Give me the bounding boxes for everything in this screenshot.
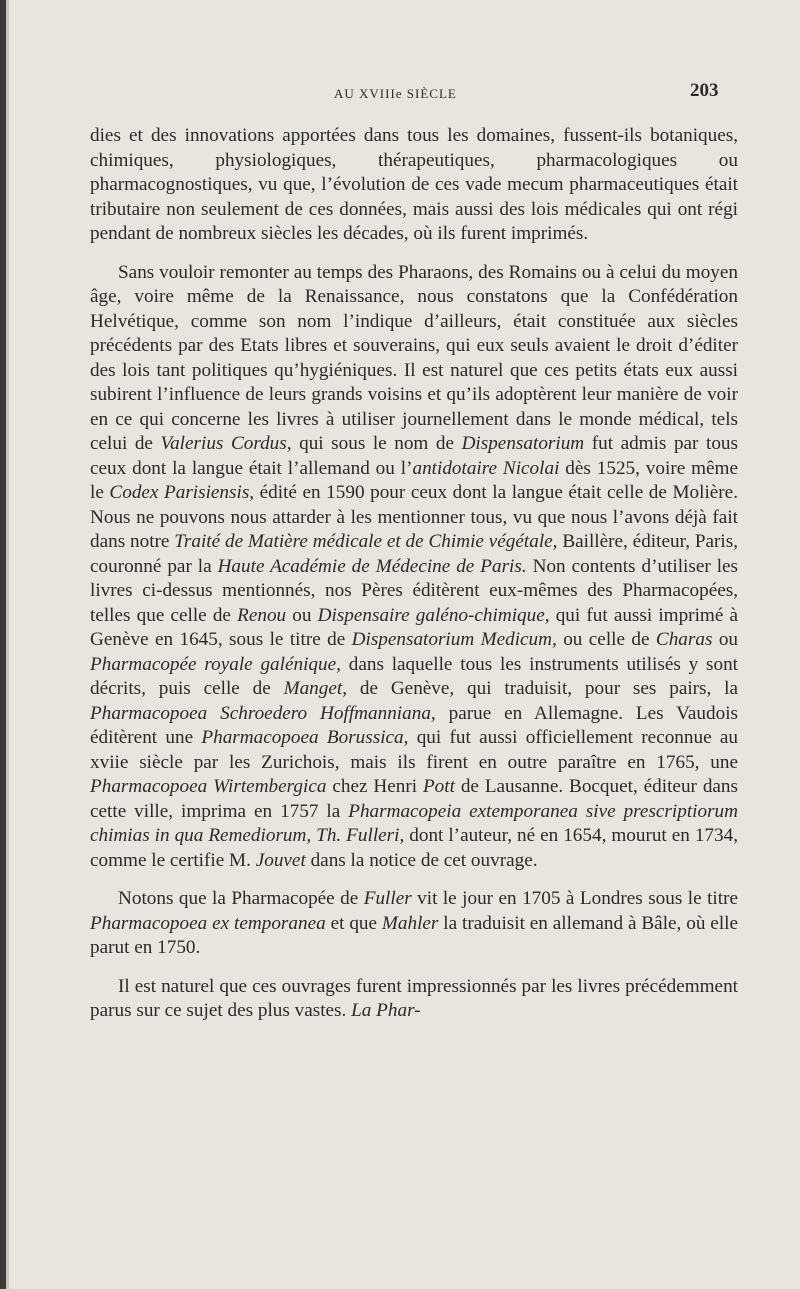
paragraph-3 [90,887,738,961]
text-run: qui fut aussi imprimé à Genève en 1645, sous le titre de [90,604,739,650]
italic-run: Pharmacopoea Wirtembergica [90,776,327,797]
text-run: fut admis par tous ceux dont la langue était l’allemand ou l’ [90,433,738,479]
paragraph-1 [90,124,738,247]
text-run: dans laquelle tous les instruments utilisés y sont décrits, puis celle de [90,653,739,699]
text-run: qui fut aussi officiellement reconnue au xviie siècle par les Zurichois, mais ils firent en outre paraître en 1765, une [90,727,738,773]
italic-run: Pharmacopeia extemporanea sive prescriptiorum chimias in qua Remediorum, Th. Fulleri, [90,800,738,846]
running-head: AU XVIIIe SIÈCLE [334,86,457,101]
italic-run: Pharmacopoea ex temporanea [90,912,326,934]
text-run: Il est naturel que ces ouvrages furent impressionnés par les livres précédemment parus sur ce sujet des plus vastes. [90,975,738,1021]
text-run: de Genève, qui traduisit, pour ses pairs, la [347,678,739,699]
italic-run: Dispensatorium [461,433,585,454]
text-run: ou [712,629,739,650]
italic-run: Manget, [283,678,348,699]
italic-run: antidotaire Nicolai [412,457,560,479]
text-run: vit le jour en 1705 à Londres sous le titre [411,888,738,909]
italic-run: Pharmacopée royale galénique, [90,653,341,675]
page-gutter [6,0,9,1289]
text-run: dont l’auteur, né en 1654, mourut en 1734, comme le certifie M. [90,825,739,871]
italic-run: Renou [237,604,287,626]
text-run: chez Henri [326,776,423,797]
text-run: parue en Allemagne. Les Vaudois éditèrent une [90,702,739,748]
text-run: ou [286,604,318,626]
italic-run: Codex Parisiensis, [109,482,255,503]
text-run: Baillère, éditeur, Paris, couronné par la [90,531,738,577]
italic-run: Pharmacopoea Schroedero Hoffmanniana, [90,702,436,724]
italic-run: Dispensatorium Medicum, [351,629,557,650]
paragraph-2 [90,261,738,874]
italic-run: Traité de Matière médicale et de Chimie végétale, [174,531,558,552]
text-run: Non contents d’utiliser les livres ci-dessus mentionnés, nos Pères éditèrent eux-mêmes des Pharmacopées, telles que celle de [90,555,739,626]
page-number: 203 [690,80,719,101]
text-run: dans la notice de cet ouvrage. [305,849,538,871]
italic-run: Dispensaire galéno-chimique, [317,604,550,626]
italic-run: Haute Académie de Médecine de Paris. [217,555,527,577]
paragraph-4 [90,975,738,1024]
body-text [90,124,738,1038]
italic-run: Charas [655,629,713,650]
italic-run: Valerius Cordus, [160,433,292,454]
text-run: dès 1525, voire même le [90,457,738,503]
italic-run: Pott [422,776,455,797]
text-run: dies et des innovations apportées dans tous les domaines, fussent-ils botaniques, chimiques, physiologiques, thérapeutiques, pharmacologiques ou pharmacognostiques, vu que, l’évolution de ces vade mecum pharmaceutiques était tributaire non seulement de ces données, mais aussi des lois médicales qui ont régi pendant de nombreux siècles les décades, où ils furent imprimés. [90,125,738,244]
text-run: la traduisit en allemand à Bâle, où elle parut en 1750. [90,912,738,958]
text-run: et que [325,912,382,934]
italic-run: Mahler [381,912,439,934]
text-run: ou celle de [556,629,656,650]
text-run: édité en 1590 pour ceux dont la langue était celle de Molière. Nous ne pouvons nous attarder à les mentionner tous, vu que nous l’avons déjà fait dans notre [90,482,738,552]
italic-run: Fuller [363,888,412,909]
text-run: de Lausanne. Bocquet, éditeur dans cette ville, imprima en 1757 la [90,776,738,822]
text-run: Sans vouloir remonter au temps des Pharaons, des Romains ou à celui du moyen âge, voire même de la Renaissance, nous constatons que la Confédération Helvétique, comme son nom l’indique d’ailleurs, était constituée aux siècles précédents par des Etats libres et souverains, qui eux seuls avaient le droit d’éditer des lois tant politiques qu’hygiéniques. Il est naturel que ces petits états eux aussi subirent l’influence de leurs grands voisins et qu’ils adoptèrent leur manière de voir en ce qui concerne les livres à utiliser journellement dans le monde médical, tels celui de [90,261,738,454]
text-run: qui sous le nom de [291,433,462,454]
italic-run: Pharmacopoea Borussica, [201,727,409,748]
text-run: Notons que la Pharmacopée de [118,888,364,909]
italic-run: La Phar- [351,1000,421,1021]
italic-run: Jouvet [255,849,306,871]
